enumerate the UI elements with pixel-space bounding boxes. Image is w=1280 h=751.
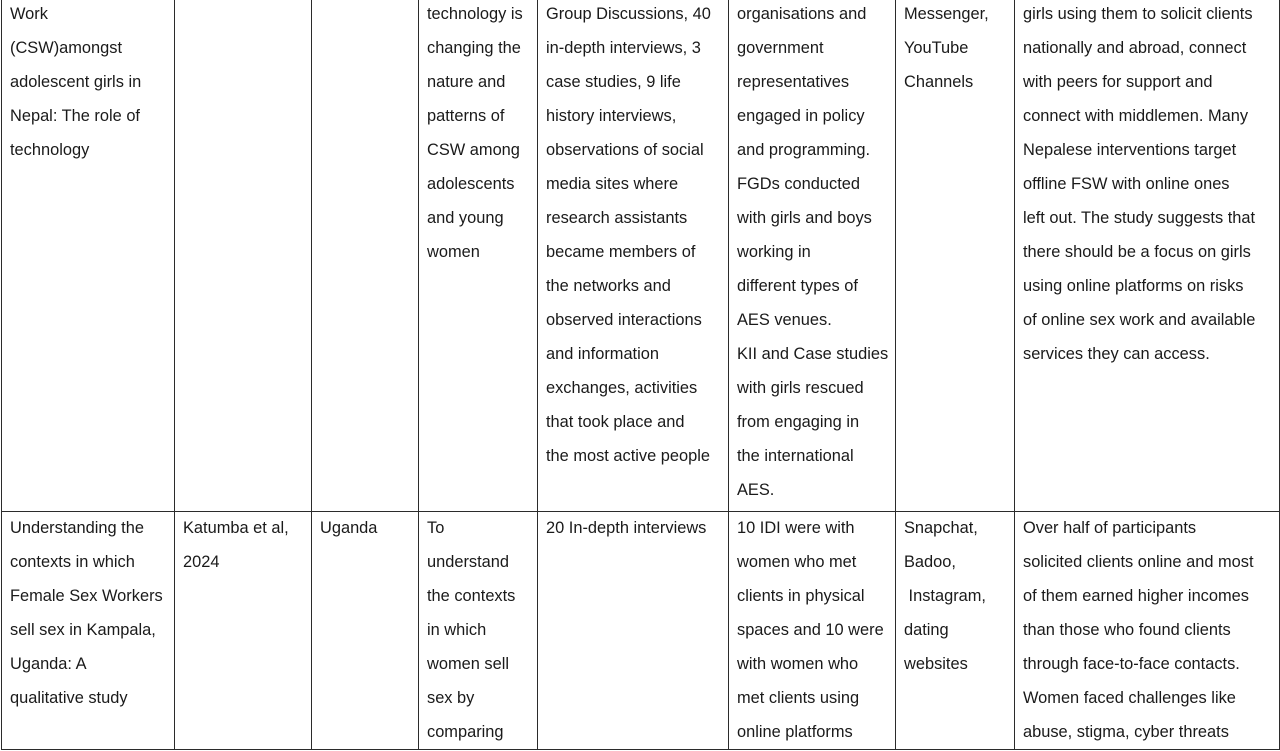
cell-text-line: the most active people — [546, 447, 711, 465]
cell-text-line: clients in physical — [737, 587, 865, 605]
cell-text-line: Badoo, — [904, 553, 956, 571]
cell-text-line: women who met — [737, 553, 857, 571]
cell-text-line: history interviews, — [546, 107, 677, 125]
cell-text-line: that took place and — [546, 413, 685, 431]
cell-text-line: Snapchat, — [904, 519, 978, 537]
cell-text-line: Women faced challenges like — [1023, 689, 1236, 707]
cell-text-line: Over half of participants — [1023, 519, 1197, 537]
cell-text-line: AES. — [737, 481, 775, 499]
cell-text-line: the international — [737, 447, 854, 465]
cell-text-line: nature and — [427, 73, 506, 91]
cell-text-line: the contexts — [427, 587, 516, 605]
cell-text-line: media sites where — [546, 175, 679, 193]
cell-study-title — [2, 0, 175, 512]
cell-text-line: technology is — [427, 5, 523, 23]
cell-text-line: girls using them to solicit clients — [1023, 5, 1253, 23]
cell-text-line: 20 In-depth interviews — [546, 519, 707, 537]
cell-text-line: comparing — [427, 723, 504, 741]
cell-text-line: Group Discussions, 40 — [546, 5, 711, 23]
cell-text-line: KII and Case studies — [737, 345, 889, 363]
cell-text-line: Messenger, — [904, 5, 989, 23]
cell-study-title — [2, 512, 175, 750]
cell-text-line: (CSW)amongst — [10, 39, 123, 57]
cell-objective — [419, 0, 538, 512]
table-row — [2, 512, 1280, 750]
cell-text-line: case studies, 9 life — [546, 73, 681, 91]
cell-objective — [419, 512, 538, 750]
cell-text-line: in-depth interviews, 3 — [546, 39, 701, 57]
cell-country — [312, 0, 419, 512]
cell-text-line: from engaging in — [737, 413, 860, 431]
cell-text-line: To — [427, 519, 445, 537]
cell-text-line: offline FSW with online ones — [1023, 175, 1230, 193]
cell-text-line: technology — [10, 141, 90, 159]
cell-text-line: patterns of — [427, 107, 505, 125]
table-body — [2, 0, 1280, 750]
cell-participants — [729, 512, 896, 750]
cell-text-line: understand — [427, 553, 510, 571]
cell-text-line: Work — [10, 5, 48, 23]
cell-text-line: engaged in policy — [737, 107, 865, 125]
cell-text-line: using online platforms on risks — [1023, 277, 1244, 295]
cell-text-line: Uganda: A — [10, 655, 87, 673]
cell-methods — [538, 512, 729, 750]
cell-text-line: sex by — [427, 689, 475, 707]
cell-text-line: Nepalese interventions target — [1023, 141, 1237, 159]
cell-text-line: women sell — [427, 655, 509, 673]
cell-author-year — [175, 0, 312, 512]
literature-review-table — [1, 0, 1280, 750]
cell-text-line: of online sex work and available — [1023, 311, 1256, 329]
cell-country — [312, 512, 419, 750]
cell-text-line: abuse, stigma, cyber threats — [1023, 723, 1229, 741]
cell-text-line: qualitative study — [10, 689, 128, 707]
cell-text-line: with girls and boys — [737, 209, 872, 227]
cell-text-line: Nepal: The role of — [10, 107, 140, 125]
cell-text-line: different types of — [737, 277, 858, 295]
cell-text-line: and information — [546, 345, 659, 363]
cell-text-line: observations of social — [546, 141, 704, 159]
cell-text-line: with girls rescued — [737, 379, 864, 397]
cell-text-line: became members of — [546, 243, 696, 261]
cell-text-line: dating — [904, 621, 949, 639]
cell-text-line: with peers for support and — [1023, 73, 1213, 91]
cell-text-line: Channels — [904, 73, 974, 91]
cell-text-line: and programming. — [737, 141, 871, 159]
cell-text-line: Uganda — [320, 519, 378, 537]
cell-text-line: 10 IDI were with — [737, 519, 855, 537]
cell-participants — [729, 0, 896, 512]
cell-text-line: met clients using — [737, 689, 860, 707]
cell-text-line: sell sex in Kampala, — [10, 621, 156, 639]
cell-findings — [1015, 0, 1280, 512]
cell-text-line: left out. The study suggests that — [1023, 209, 1256, 227]
cell-text-line: organisations and — [737, 5, 867, 23]
cell-text-line: than those who found clients — [1023, 621, 1231, 639]
cell-text-line: of them earned higher incomes — [1023, 587, 1249, 605]
cell-platforms — [896, 0, 1015, 512]
cell-text-line: there should be a focus on girls — [1023, 243, 1251, 261]
cell-text-line: the networks and — [546, 277, 671, 295]
cell-text-line: services they can access. — [1023, 345, 1210, 363]
cell-text-line: FGDs conducted — [737, 175, 860, 193]
cell-text-line: working in — [737, 243, 811, 261]
cell-text-line: representatives — [737, 73, 850, 91]
cell-text-line: online platforms — [737, 723, 853, 741]
cell-text-line: connect with middlemen. Many — [1023, 107, 1249, 125]
cell-text-line: Understanding the — [10, 519, 144, 537]
cell-methods — [538, 0, 729, 512]
table-row — [2, 0, 1280, 512]
cell-text-line: in which — [427, 621, 487, 639]
cell-text-line: websites — [904, 655, 968, 673]
cell-text-line: solicited clients online and most — [1023, 553, 1254, 571]
cell-text-line: contexts in which — [10, 553, 135, 571]
cell-text-line: 2024 — [183, 553, 220, 571]
cell-text-line: adolescent girls in — [10, 73, 142, 91]
cell-text-line: changing the — [427, 39, 521, 57]
cell-text-line: Katumba et al, — [183, 519, 289, 537]
cell-author-year — [175, 512, 312, 750]
cell-platforms — [896, 512, 1015, 750]
cell-text-line: nationally and abroad, connect — [1023, 39, 1247, 57]
cell-text-line: through face-to-face contacts. — [1023, 655, 1240, 673]
cell-findings — [1015, 512, 1280, 750]
cell-text-line: with women who — [737, 655, 859, 673]
cell-text-line: research assistants — [546, 209, 688, 227]
cell-text-line: Female Sex Workers — [10, 587, 163, 605]
cell-text-line: government — [737, 39, 824, 57]
cell-text-line: exchanges, activities — [546, 379, 698, 397]
cell-text-line: and young — [427, 209, 504, 227]
cell-text-line: observed interactions — [546, 311, 702, 329]
cell-text-line: YouTube — [904, 39, 969, 57]
cell-text-line: Instagram, — [904, 587, 986, 605]
cell-text-line: women — [427, 243, 480, 261]
cell-text-line: spaces and 10 were — [737, 621, 884, 639]
cell-text-line: AES venues. — [737, 311, 832, 329]
cell-text-line: CSW among — [427, 141, 520, 159]
cell-text-line: adolescents — [427, 175, 515, 193]
